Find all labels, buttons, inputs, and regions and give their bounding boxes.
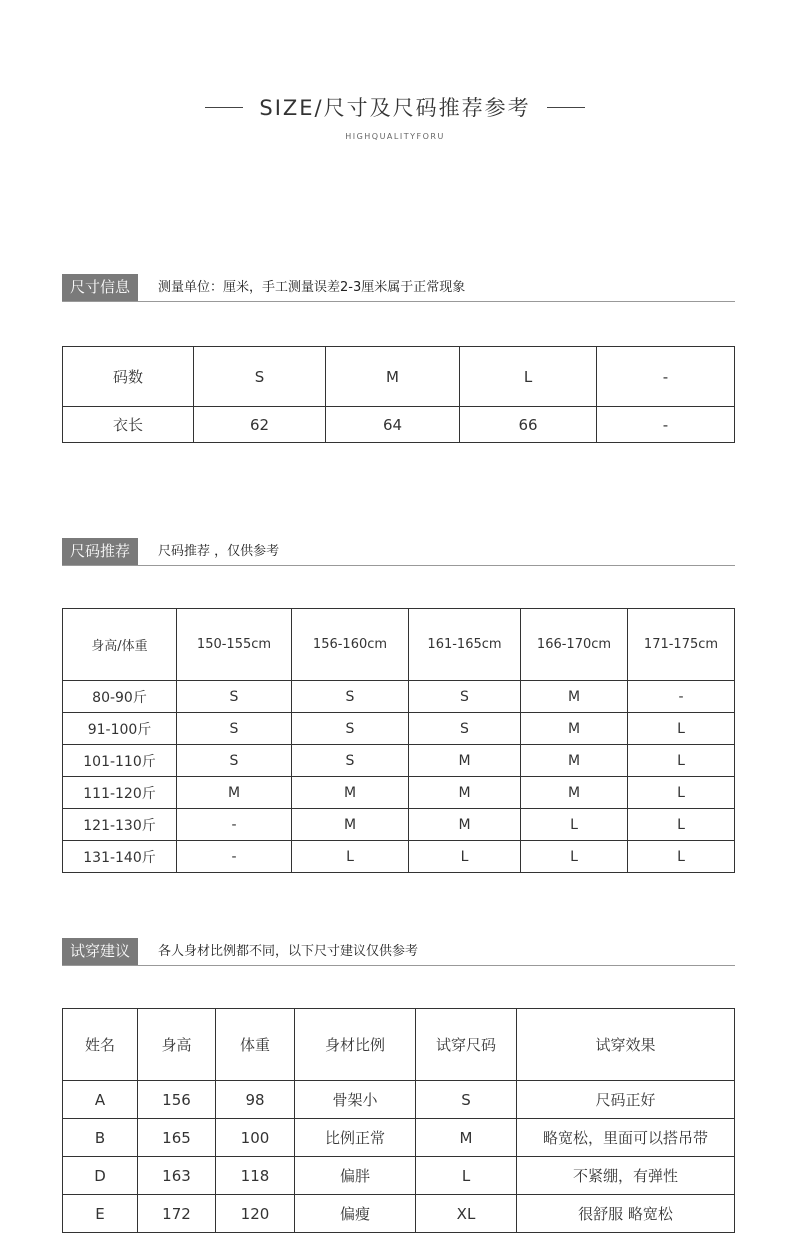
- table-cell: L: [628, 809, 735, 841]
- table-cell: 身材比例: [295, 1009, 416, 1081]
- page-subtitle: HIGHQUALITYFORU: [345, 132, 445, 141]
- table-row: [63, 1119, 735, 1157]
- table-cell: XL: [416, 1195, 517, 1233]
- header-right-rule: [547, 107, 585, 108]
- table-cell: 156: [138, 1081, 216, 1119]
- table-cell: 62: [194, 407, 326, 443]
- table-cell: M: [521, 681, 628, 713]
- table-cell: 91-100斤: [63, 713, 177, 745]
- table-cell: 166-170cm: [521, 609, 628, 681]
- table-cell: -: [628, 681, 735, 713]
- table-cell: M: [409, 777, 521, 809]
- table-cell: L: [460, 347, 597, 407]
- table-cell: 66: [460, 407, 597, 443]
- table-cell: 118: [216, 1157, 295, 1195]
- table-cell: 121-130斤: [63, 809, 177, 841]
- try-on-note: 各人身材比例都不同，以下尺寸建议仅供参考: [158, 944, 419, 959]
- table-cell: L: [628, 841, 735, 873]
- table-cell: S: [194, 347, 326, 407]
- table-cell: L: [628, 745, 735, 777]
- table-cell: 101-110斤: [63, 745, 177, 777]
- table-cell: 111-120斤: [63, 777, 177, 809]
- table-header-row: [63, 347, 735, 407]
- table-cell: B: [63, 1119, 138, 1157]
- size-info-section-header: [62, 274, 735, 302]
- table-row: [63, 713, 735, 745]
- table-cell: E: [63, 1195, 138, 1233]
- table-cell: 偏胖: [295, 1157, 416, 1195]
- table-cell: M: [292, 809, 409, 841]
- table-cell: 不紧绷，有弹性: [517, 1157, 735, 1195]
- table-cell: 体重: [216, 1009, 295, 1081]
- table-cell: 很舒服 略宽松: [517, 1195, 735, 1233]
- table-cell: L: [416, 1157, 517, 1195]
- table-cell: A: [63, 1081, 138, 1119]
- table-cell: 偏瘦: [295, 1195, 416, 1233]
- table-cell: M: [521, 713, 628, 745]
- table-cell: 姓名: [63, 1009, 138, 1081]
- table-row: [63, 809, 735, 841]
- table-cell: -: [177, 809, 292, 841]
- table-cell: S: [177, 745, 292, 777]
- table-cell: -: [177, 841, 292, 873]
- table-row: [63, 681, 735, 713]
- table-cell: 身高: [138, 1009, 216, 1081]
- table-cell: 161-165cm: [409, 609, 521, 681]
- size-recommend-section-header: [62, 538, 735, 566]
- table-cell: M: [521, 745, 628, 777]
- table-cell: M: [521, 777, 628, 809]
- table-cell: 身高/体重: [63, 609, 177, 681]
- table-cell: 98: [216, 1081, 295, 1119]
- table-header-row: [63, 609, 735, 681]
- table-cell: S: [177, 681, 292, 713]
- size-info-table: [62, 346, 735, 443]
- table-cell: S: [409, 713, 521, 745]
- table-cell: S: [409, 681, 521, 713]
- table-cell: 165: [138, 1119, 216, 1157]
- table-row: [63, 841, 735, 873]
- table-cell: 131-140斤: [63, 841, 177, 873]
- table-cell: L: [292, 841, 409, 873]
- table-cell: S: [292, 745, 409, 777]
- table-cell: 衣长: [63, 407, 194, 443]
- try-on-tag: 试穿建议: [62, 938, 138, 965]
- table-cell: 120: [216, 1195, 295, 1233]
- table-cell: L: [521, 809, 628, 841]
- table-row: [63, 1195, 735, 1233]
- table-cell: L: [628, 713, 735, 745]
- header-left-rule: [205, 107, 243, 108]
- table-cell: M: [292, 777, 409, 809]
- size-recommend-note: 尺码推荐 ，仅供参考: [158, 544, 280, 559]
- table-cell: -: [597, 347, 735, 407]
- size-recommend-tag: 尺码推荐: [62, 538, 138, 565]
- table-cell: S: [416, 1081, 517, 1119]
- table-row: [63, 777, 735, 809]
- size-info-note: 测量单位：厘米，手工测量误差2-3厘米属于正常现象: [158, 280, 466, 295]
- header-title-row: [0, 92, 790, 122]
- table-cell: 试穿尺码: [416, 1009, 517, 1081]
- table-row: [63, 1157, 735, 1195]
- page-title: SIZE/尺寸及尺码推荐参考: [259, 96, 531, 120]
- try-on-table: [62, 1008, 735, 1233]
- table-cell: D: [63, 1157, 138, 1195]
- table-cell: 80-90斤: [63, 681, 177, 713]
- table-cell: M: [326, 347, 460, 407]
- table-cell: L: [409, 841, 521, 873]
- table-cell: M: [409, 809, 521, 841]
- table-row: [63, 1081, 735, 1119]
- table-header-row: [63, 1009, 735, 1081]
- table-row: [63, 745, 735, 777]
- table-cell: L: [521, 841, 628, 873]
- size-recommend-table: [62, 608, 735, 873]
- try-on-section-header: [62, 938, 735, 966]
- table-cell: 码数: [63, 347, 194, 407]
- table-cell: M: [177, 777, 292, 809]
- table-cell: M: [409, 745, 521, 777]
- size-info-tag: 尺寸信息: [62, 274, 138, 301]
- table-cell: 150-155cm: [177, 609, 292, 681]
- table-cell: 尺码正好: [517, 1081, 735, 1119]
- table-cell: 172: [138, 1195, 216, 1233]
- table-cell: 163: [138, 1157, 216, 1195]
- table-cell: 156-160cm: [292, 609, 409, 681]
- table-cell: 比例正常: [295, 1119, 416, 1157]
- table-cell: 64: [326, 407, 460, 443]
- table-cell: S: [292, 681, 409, 713]
- table-cell: 骨架小: [295, 1081, 416, 1119]
- table-cell: 100: [216, 1119, 295, 1157]
- page-header: [0, 92, 790, 141]
- table-cell: 171-175cm: [628, 609, 735, 681]
- table-cell: S: [292, 713, 409, 745]
- table-cell: 略宽松，里面可以搭吊带: [517, 1119, 735, 1157]
- table-cell: -: [597, 407, 735, 443]
- table-cell: 试穿效果: [517, 1009, 735, 1081]
- table-row: [63, 407, 735, 443]
- table-cell: S: [177, 713, 292, 745]
- table-cell: M: [416, 1119, 517, 1157]
- table-cell: L: [628, 777, 735, 809]
